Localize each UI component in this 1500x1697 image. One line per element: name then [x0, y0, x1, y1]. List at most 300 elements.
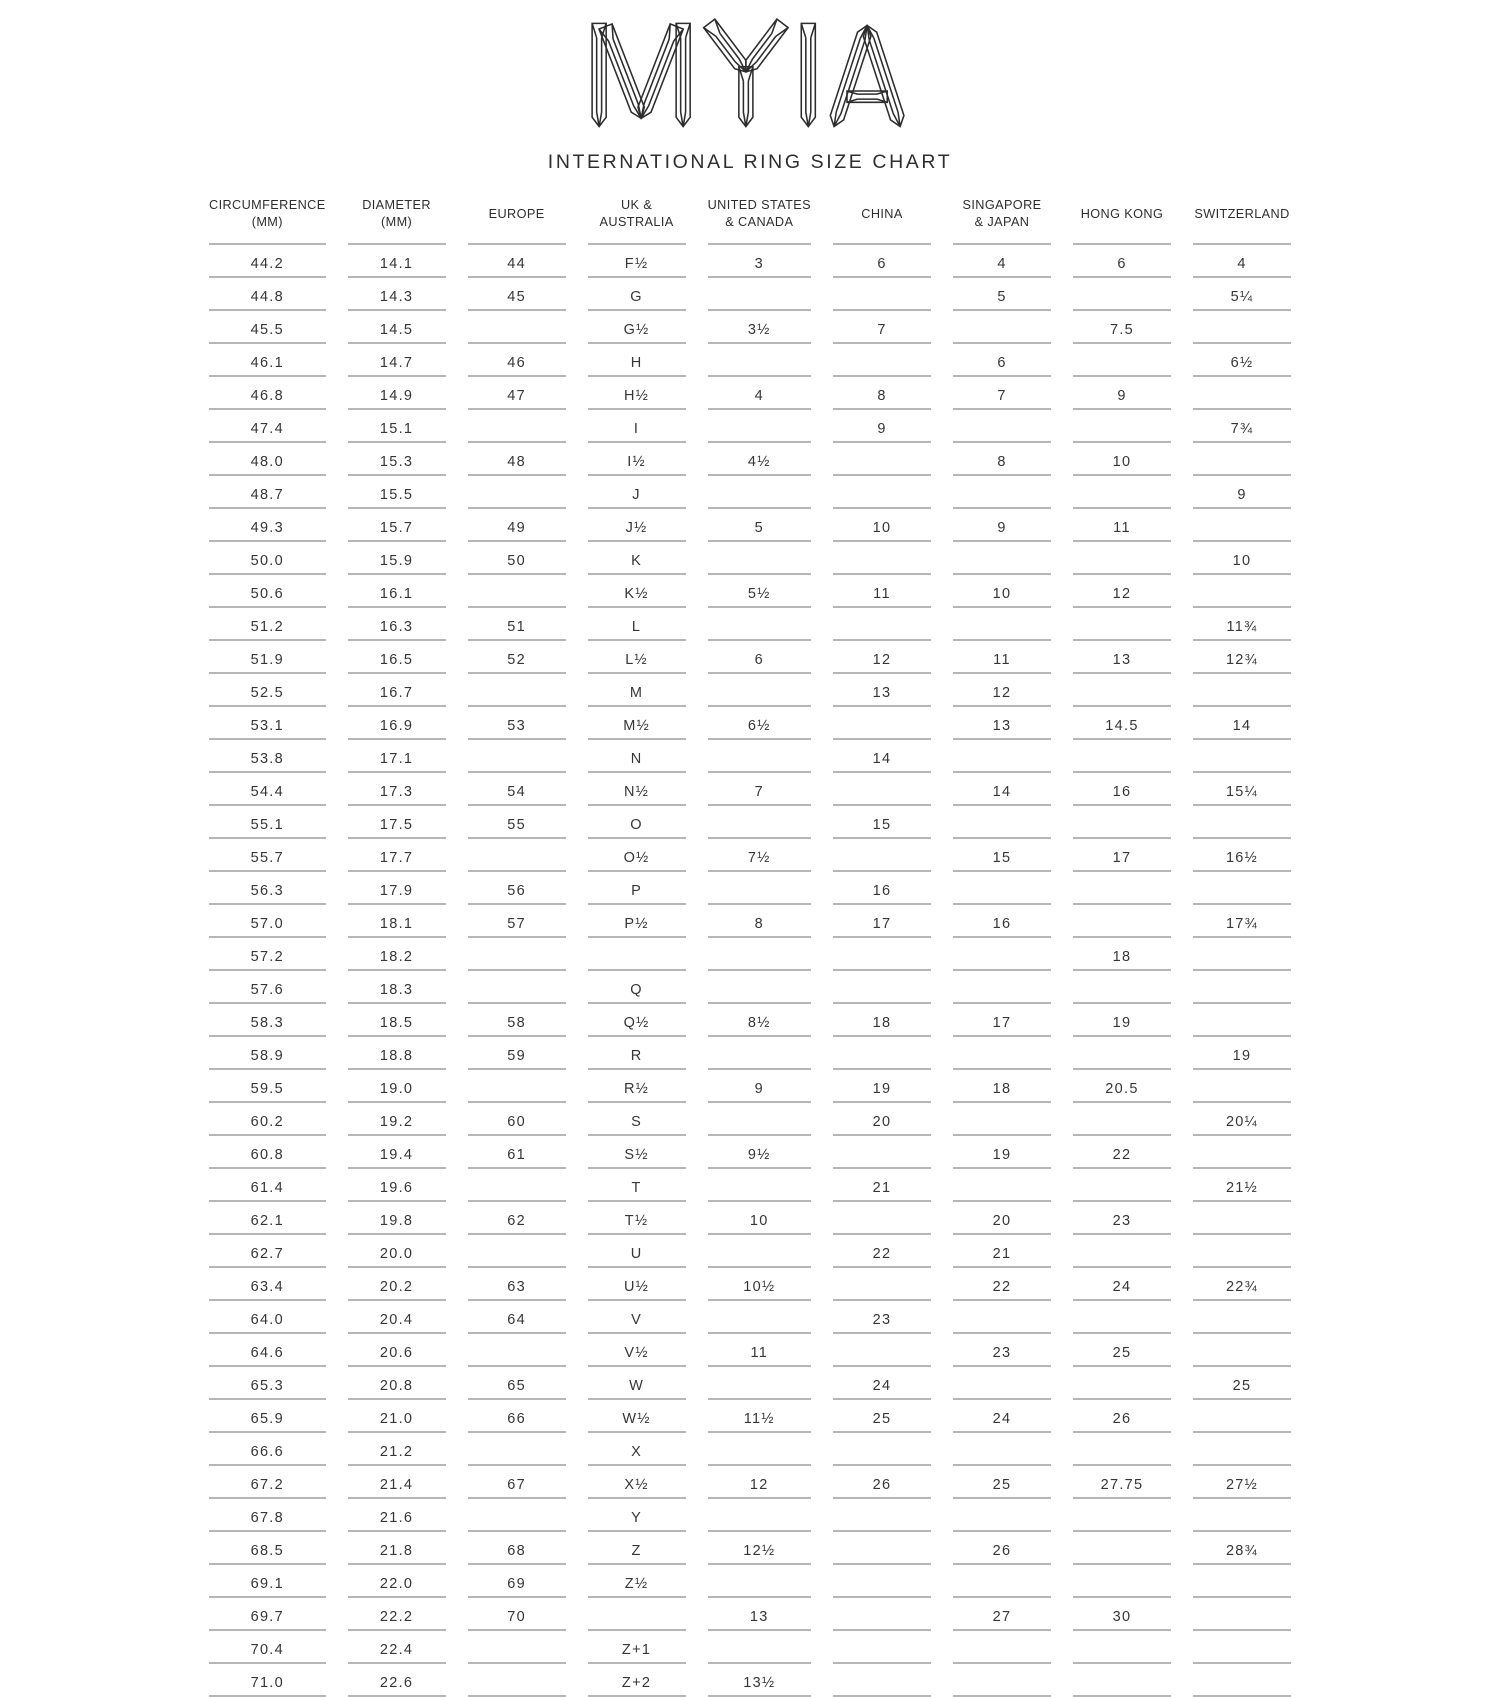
cell-switzerland	[1193, 311, 1291, 344]
cell-europe	[468, 575, 566, 608]
cell-europe: 46	[468, 344, 566, 377]
cell-china: 21	[833, 1169, 931, 1202]
cell-diameter_mm: 21.6	[348, 1499, 446, 1532]
cell-us_canada	[708, 1367, 811, 1400]
cell-singapore_japan: 25	[953, 1466, 1051, 1499]
ring-size-table	[187, 194, 1313, 1697]
cell-europe: 53	[468, 707, 566, 740]
cell-europe	[468, 1499, 566, 1532]
cell-us_canada	[708, 608, 811, 641]
cell-china	[833, 1532, 931, 1565]
cell-china	[833, 1202, 931, 1235]
cell-diameter_mm: 14.1	[348, 245, 446, 278]
cell-diameter_mm: 15.1	[348, 410, 446, 443]
logo-letter-stroke	[704, 19, 746, 72]
cell-us_canada	[708, 1433, 811, 1466]
table-row	[209, 1169, 1291, 1202]
table-row	[209, 278, 1291, 311]
table-row	[209, 1301, 1291, 1334]
cell-us_canada	[708, 938, 811, 971]
cell-uk_australia: X	[588, 1433, 686, 1466]
cell-circumference_mm: 56.3	[209, 872, 326, 905]
cell-europe	[468, 971, 566, 1004]
cell-china: 13	[833, 674, 931, 707]
cell-diameter_mm: 21.8	[348, 1532, 446, 1565]
cell-circumference_mm: 57.2	[209, 938, 326, 971]
cell-europe: 50	[468, 542, 566, 575]
cell-switzerland: 10	[1193, 542, 1291, 575]
cell-europe	[468, 740, 566, 773]
cell-uk_australia: K	[588, 542, 686, 575]
cell-uk_australia: R½	[588, 1070, 686, 1103]
cell-us_canada: 3½	[708, 311, 811, 344]
cell-switzerland	[1193, 971, 1291, 1004]
cell-us_canada: 10	[708, 1202, 811, 1235]
cell-china: 20	[833, 1103, 931, 1136]
cell-china: 19	[833, 1070, 931, 1103]
cell-hong_kong: 17	[1073, 839, 1171, 872]
cell-us_canada: 7	[708, 773, 811, 806]
page-title: INTERNATIONAL RING SIZE CHART	[547, 151, 953, 173]
cell-us_canada	[708, 971, 811, 1004]
cell-diameter_mm: 18.2	[348, 938, 446, 971]
cell-uk_australia: K½	[588, 575, 686, 608]
cell-singapore_japan	[953, 476, 1051, 509]
cell-us_canada: 5½	[708, 575, 811, 608]
cell-circumference_mm: 68.5	[209, 1532, 326, 1565]
cell-europe: 68	[468, 1532, 566, 1565]
cell-europe: 59	[468, 1037, 566, 1070]
cell-diameter_mm: 17.5	[348, 806, 446, 839]
cell-hong_kong	[1073, 1433, 1171, 1466]
cell-hong_kong	[1073, 1169, 1171, 1202]
column-header-switzerland: SWITZERLAND	[1193, 194, 1291, 245]
cell-switzerland	[1193, 1631, 1291, 1664]
cell-uk_australia: N½	[588, 773, 686, 806]
cell-switzerland: 14	[1193, 707, 1291, 740]
table-row	[209, 1037, 1291, 1070]
cell-singapore_japan: 26	[953, 1532, 1051, 1565]
table-row	[209, 443, 1291, 476]
cell-us_canada	[708, 476, 811, 509]
column-header-us_canada: UNITED STATES & CANADA	[708, 194, 811, 245]
cell-europe	[468, 1334, 566, 1367]
logo-letter-stroke	[676, 23, 690, 126]
cell-china: 6	[833, 245, 931, 278]
cell-china	[833, 542, 931, 575]
cell-switzerland: 15¼	[1193, 773, 1291, 806]
cell-europe: 66	[468, 1400, 566, 1433]
cell-europe: 55	[468, 806, 566, 839]
cell-us_canada	[708, 542, 811, 575]
cell-circumference_mm: 55.1	[209, 806, 326, 839]
cell-uk_australia: S½	[588, 1136, 686, 1169]
cell-hong_kong	[1073, 608, 1171, 641]
table-row	[209, 773, 1291, 806]
cell-china	[833, 278, 931, 311]
cell-us_canada: 13½	[708, 1664, 811, 1697]
cell-uk_australia: Z+1	[588, 1631, 686, 1664]
column-header-diameter_mm: DIAMETER (MM)	[348, 194, 446, 245]
cell-uk_australia: H	[588, 344, 686, 377]
cell-singapore_japan	[953, 806, 1051, 839]
table-body	[209, 245, 1291, 1697]
cell-circumference_mm: 65.3	[209, 1367, 326, 1400]
cell-circumference_mm: 67.8	[209, 1499, 326, 1532]
column-header-europe: EUROPE	[468, 194, 566, 245]
cell-switzerland: 25	[1193, 1367, 1291, 1400]
cell-hong_kong: 10	[1073, 443, 1171, 476]
cell-uk_australia: M½	[588, 707, 686, 740]
cell-singapore_japan: 6	[953, 344, 1051, 377]
cell-us_canada: 7½	[708, 839, 811, 872]
cell-diameter_mm: 21.0	[348, 1400, 446, 1433]
cell-circumference_mm: 61.4	[209, 1169, 326, 1202]
cell-us_canada: 6½	[708, 707, 811, 740]
column-header-circumference_mm: CIRCUMFERENCE (MM)	[209, 194, 326, 245]
cell-china: 26	[833, 1466, 931, 1499]
cell-circumference_mm: 66.6	[209, 1433, 326, 1466]
cell-singapore_japan	[953, 1565, 1051, 1598]
cell-switzerland: 5¼	[1193, 278, 1291, 311]
cell-europe	[468, 476, 566, 509]
cell-china: 11	[833, 575, 931, 608]
cell-diameter_mm: 19.4	[348, 1136, 446, 1169]
cell-circumference_mm: 50.0	[209, 542, 326, 575]
cell-switzerland	[1193, 674, 1291, 707]
table-row	[209, 410, 1291, 443]
cell-us_canada	[708, 740, 811, 773]
cell-us_canada	[708, 806, 811, 839]
logo-letter-stroke	[863, 25, 904, 126]
cell-uk_australia: Z+2	[588, 1664, 686, 1697]
cell-uk_australia: L	[588, 608, 686, 641]
logo-letter-stroke	[739, 67, 753, 127]
cell-uk_australia: T½	[588, 1202, 686, 1235]
cell-china	[833, 839, 931, 872]
cell-circumference_mm: 54.4	[209, 773, 326, 806]
cell-hong_kong: 22	[1073, 1136, 1171, 1169]
cell-switzerland: 22¾	[1193, 1268, 1291, 1301]
table-row	[209, 1598, 1291, 1631]
cell-hong_kong: 20.5	[1073, 1070, 1171, 1103]
table-row	[209, 1070, 1291, 1103]
cell-uk_australia: J	[588, 476, 686, 509]
cell-diameter_mm: 17.3	[348, 773, 446, 806]
cell-switzerland: 16½	[1193, 839, 1291, 872]
cell-switzerland	[1193, 1565, 1291, 1598]
cell-switzerland	[1193, 575, 1291, 608]
cell-us_canada	[708, 1499, 811, 1532]
cell-europe: 62	[468, 1202, 566, 1235]
cell-uk_australia: O	[588, 806, 686, 839]
table-row	[209, 1103, 1291, 1136]
cell-singapore_japan: 8	[953, 443, 1051, 476]
cell-europe: 49	[468, 509, 566, 542]
cell-uk_australia: O½	[588, 839, 686, 872]
column-header-hong_kong: HONG KONG	[1073, 194, 1171, 245]
cell-singapore_japan	[953, 971, 1051, 1004]
cell-china	[833, 1268, 931, 1301]
cell-china: 17	[833, 905, 931, 938]
cell-switzerland	[1193, 1334, 1291, 1367]
cell-uk_australia: T	[588, 1169, 686, 1202]
cell-switzerland	[1193, 740, 1291, 773]
cell-singapore_japan: 5	[953, 278, 1051, 311]
cell-diameter_mm: 22.2	[348, 1598, 446, 1631]
cell-us_canada: 3	[708, 245, 811, 278]
cell-hong_kong: 9	[1073, 377, 1171, 410]
cell-diameter_mm: 22.0	[348, 1565, 446, 1598]
cell-diameter_mm: 17.9	[348, 872, 446, 905]
header-row	[209, 194, 1291, 245]
cell-diameter_mm: 19.6	[348, 1169, 446, 1202]
cell-singapore_japan: 23	[953, 1334, 1051, 1367]
cell-china	[833, 773, 931, 806]
cell-uk_australia: P	[588, 872, 686, 905]
cell-china	[833, 971, 931, 1004]
cell-us_canada	[708, 1169, 811, 1202]
cell-hong_kong	[1073, 1235, 1171, 1268]
cell-singapore_japan	[953, 938, 1051, 971]
cell-diameter_mm: 16.7	[348, 674, 446, 707]
cell-china: 10	[833, 509, 931, 542]
cell-europe: 57	[468, 905, 566, 938]
cell-hong_kong	[1073, 872, 1171, 905]
cell-circumference_mm: 47.4	[209, 410, 326, 443]
cell-china: 25	[833, 1400, 931, 1433]
cell-singapore_japan	[953, 311, 1051, 344]
cell-europe	[468, 1169, 566, 1202]
table-row	[209, 344, 1291, 377]
myia-logo-mark	[588, 21, 912, 131]
cell-china: 7	[833, 311, 931, 344]
cell-circumference_mm: 60.8	[209, 1136, 326, 1169]
cell-singapore_japan: 19	[953, 1136, 1051, 1169]
cell-uk_australia: I½	[588, 443, 686, 476]
cell-singapore_japan: 4	[953, 245, 1051, 278]
cell-circumference_mm: 62.1	[209, 1202, 326, 1235]
cell-singapore_japan	[953, 1433, 1051, 1466]
table-row	[209, 1565, 1291, 1598]
cell-switzerland	[1193, 377, 1291, 410]
cell-circumference_mm: 64.6	[209, 1334, 326, 1367]
table-row	[209, 509, 1291, 542]
cell-diameter_mm: 21.2	[348, 1433, 446, 1466]
cell-diameter_mm: 20.6	[348, 1334, 446, 1367]
cell-diameter_mm: 14.5	[348, 311, 446, 344]
table-row	[209, 1466, 1291, 1499]
cell-europe	[468, 410, 566, 443]
cell-diameter_mm: 15.3	[348, 443, 446, 476]
cell-diameter_mm: 18.3	[348, 971, 446, 1004]
cell-switzerland: 19	[1193, 1037, 1291, 1070]
cell-circumference_mm: 67.2	[209, 1466, 326, 1499]
cell-uk_australia: S	[588, 1103, 686, 1136]
cell-diameter_mm: 22.4	[348, 1631, 446, 1664]
cell-europe: 69	[468, 1565, 566, 1598]
cell-hong_kong: 14.5	[1073, 707, 1171, 740]
cell-diameter_mm: 17.7	[348, 839, 446, 872]
cell-circumference_mm: 46.8	[209, 377, 326, 410]
cell-europe: 47	[468, 377, 566, 410]
table-row	[209, 1664, 1291, 1697]
cell-china: 16	[833, 872, 931, 905]
cell-europe: 65	[468, 1367, 566, 1400]
cell-china: 9	[833, 410, 931, 443]
logo-letter-stroke	[847, 91, 887, 102]
cell-uk_australia: I	[588, 410, 686, 443]
cell-us_canada	[708, 344, 811, 377]
cell-us_canada: 13	[708, 1598, 811, 1631]
cell-us_canada: 11	[708, 1334, 811, 1367]
cell-circumference_mm: 46.1	[209, 344, 326, 377]
cell-diameter_mm: 18.8	[348, 1037, 446, 1070]
cell-switzerland	[1193, 443, 1291, 476]
cell-europe: 45	[468, 278, 566, 311]
masthead	[0, 0, 1500, 174]
table-row	[209, 707, 1291, 740]
table-row	[209, 1532, 1291, 1565]
cell-switzerland	[1193, 1400, 1291, 1433]
cell-europe: 44	[468, 245, 566, 278]
table-row	[209, 575, 1291, 608]
brand-name	[912, 21, 913, 22]
table-row	[209, 1268, 1291, 1301]
cell-europe: 56	[468, 872, 566, 905]
cell-china: 12	[833, 641, 931, 674]
cell-singapore_japan: 15	[953, 839, 1051, 872]
cell-us_canada: 4	[708, 377, 811, 410]
cell-uk_australia: J½	[588, 509, 686, 542]
cell-europe	[468, 1664, 566, 1697]
cell-china	[833, 1664, 931, 1697]
cell-us_canada: 12½	[708, 1532, 811, 1565]
table-row	[209, 740, 1291, 773]
cell-hong_kong: 13	[1073, 641, 1171, 674]
cell-circumference_mm: 59.5	[209, 1070, 326, 1103]
cell-switzerland: 9	[1193, 476, 1291, 509]
cell-us_canada: 6	[708, 641, 811, 674]
cell-europe	[468, 938, 566, 971]
cell-switzerland	[1193, 1235, 1291, 1268]
cell-hong_kong: 23	[1073, 1202, 1171, 1235]
cell-china: 24	[833, 1367, 931, 1400]
cell-hong_kong: 24	[1073, 1268, 1171, 1301]
cell-hong_kong	[1073, 740, 1171, 773]
cell-switzerland	[1193, 1433, 1291, 1466]
cell-circumference_mm: 50.6	[209, 575, 326, 608]
cell-europe	[468, 1070, 566, 1103]
cell-uk_australia: F½	[588, 245, 686, 278]
table-row	[209, 1136, 1291, 1169]
cell-us_canada	[708, 1103, 811, 1136]
cell-uk_australia: L½	[588, 641, 686, 674]
cell-singapore_japan: 27	[953, 1598, 1051, 1631]
cell-singapore_japan	[953, 542, 1051, 575]
cell-china: 22	[833, 1235, 931, 1268]
table-row	[209, 872, 1291, 905]
cell-europe: 54	[468, 773, 566, 806]
cell-uk_australia: V	[588, 1301, 686, 1334]
cell-circumference_mm: 51.2	[209, 608, 326, 641]
cell-us_canada: 9	[708, 1070, 811, 1103]
table-row	[209, 674, 1291, 707]
cell-china: 8	[833, 377, 931, 410]
cell-hong_kong: 27.75	[1073, 1466, 1171, 1499]
cell-diameter_mm: 15.7	[348, 509, 446, 542]
cell-hong_kong: 19	[1073, 1004, 1171, 1037]
table-row	[209, 905, 1291, 938]
cell-europe: 60	[468, 1103, 566, 1136]
cell-circumference_mm: 48.7	[209, 476, 326, 509]
cell-china: 18	[833, 1004, 931, 1037]
table-row	[209, 1499, 1291, 1532]
cell-circumference_mm: 49.3	[209, 509, 326, 542]
cell-circumference_mm: 58.9	[209, 1037, 326, 1070]
table-row	[209, 1433, 1291, 1466]
cell-circumference_mm: 57.0	[209, 905, 326, 938]
cell-china: 15	[833, 806, 931, 839]
cell-uk_australia: G	[588, 278, 686, 311]
cell-switzerland: 20¼	[1193, 1103, 1291, 1136]
cell-china	[833, 707, 931, 740]
cell-singapore_japan: 13	[953, 707, 1051, 740]
cell-us_canada: 11½	[708, 1400, 811, 1433]
cell-hong_kong	[1073, 806, 1171, 839]
cell-uk_australia: Z	[588, 1532, 686, 1565]
cell-singapore_japan: 21	[953, 1235, 1051, 1268]
cell-europe: 61	[468, 1136, 566, 1169]
cell-singapore_japan: 10	[953, 575, 1051, 608]
cell-hong_kong	[1073, 674, 1171, 707]
cell-singapore_japan	[953, 1103, 1051, 1136]
cell-china	[833, 1499, 931, 1532]
column-header-singapore_japan: SINGAPORE & JAPAN	[953, 194, 1051, 245]
cell-switzerland: 7¾	[1193, 410, 1291, 443]
table-row	[209, 476, 1291, 509]
cell-circumference_mm: 69.1	[209, 1565, 326, 1598]
cell-hong_kong	[1073, 278, 1171, 311]
cell-us_canada	[708, 410, 811, 443]
cell-switzerland	[1193, 1004, 1291, 1037]
cell-china	[833, 443, 931, 476]
cell-singapore_japan	[953, 1367, 1051, 1400]
cell-circumference_mm: 69.7	[209, 1598, 326, 1631]
table-row	[209, 806, 1291, 839]
cell-hong_kong: 12	[1073, 575, 1171, 608]
cell-circumference_mm: 62.7	[209, 1235, 326, 1268]
cell-uk_australia: U	[588, 1235, 686, 1268]
cell-switzerland	[1193, 1136, 1291, 1169]
cell-singapore_japan	[953, 410, 1051, 443]
cell-singapore_japan: 22	[953, 1268, 1051, 1301]
cell-china	[833, 1631, 931, 1664]
cell-us_canada	[708, 1631, 811, 1664]
cell-switzerland	[1193, 1499, 1291, 1532]
cell-europe: 51	[468, 608, 566, 641]
cell-china	[833, 1565, 931, 1598]
table-row	[209, 1334, 1291, 1367]
cell-switzerland	[1193, 1070, 1291, 1103]
cell-china	[833, 1037, 931, 1070]
table-row	[209, 1400, 1291, 1433]
cell-switzerland: 4	[1193, 245, 1291, 278]
cell-europe	[468, 311, 566, 344]
cell-singapore_japan: 18	[953, 1070, 1051, 1103]
cell-diameter_mm: 17.1	[348, 740, 446, 773]
cell-uk_australia: R	[588, 1037, 686, 1070]
